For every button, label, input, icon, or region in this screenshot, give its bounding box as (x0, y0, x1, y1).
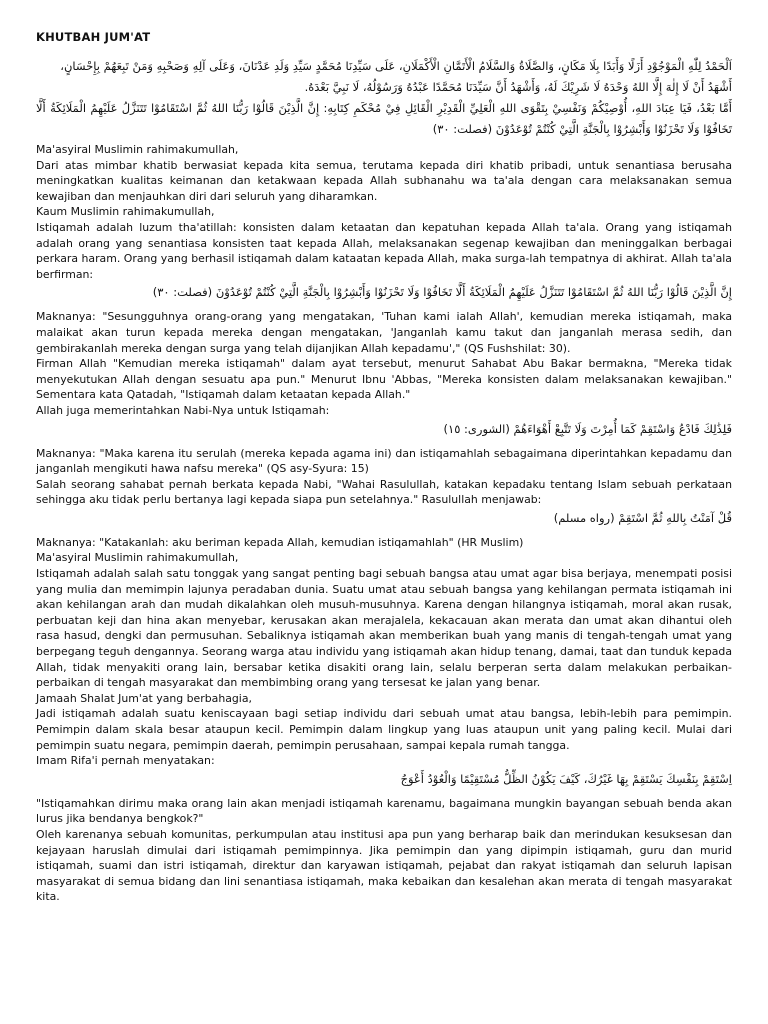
verse-syura: فَلِذَٰلِكَ فَادْعُ وَاسْتَقِمْ كَمَا أُمِرْتَ وَلَا تَتَّبِعْ أَهْوَاءَهُمْ (الشورى: ١٥) (443, 421, 732, 436)
paragraph-verse-meaning: Maknanya: "Sesungguhnya orang-orang yang mengatakan, 'Tuhan kami ialah Allah', kemudian mereka istiqamah, maka malaikat akan turun kepada mereka dengan mengatakan, 'Janganlah kamu takut dan janganlah merasa sedih, dan gembirakanlah mereka dengan surga yang telah dijanjikan Allah kepadamu'," (QS Fushshilat: 30). (36, 310, 732, 355)
paragraph-wasiat: Dari atas mimbar khatib berwasiat kepada kita semua, terutama kepada diri khatib pribadi, untuk senantiasa berusaha meningkatkan kualitas keimanan dan ketakwaan kepada Allah subhanahu wa ta'ala dengan cara melaksanakan semua kewajiban dan menjauhkan diri dari seluruh yang diharamkan. (36, 158, 732, 203)
salutation-2: Kaum Muslimin rahimakumullah, (36, 205, 215, 219)
salutation-4: Jamaah Shalat Jum'at yang berbahagia, (36, 691, 252, 705)
paragraph-companion-question: Salah seorang sahabat pernah berkata kepada Nabi, "Wahai Rasulullah, katakan kepadaku tentang Islam sebuah perkataan sehingga aku tidak perlu bertanya lagi kepada siapa pun setelahnya." Rasulullah menjawab: (36, 477, 732, 507)
page-title: KHUTBAH JUM'AT (36, 30, 151, 44)
salutation-1: Ma'asyiral Muslimin rahimakumullah, (36, 143, 239, 156)
salutation-3: Ma'asyiral Muslimin rahimakumullah, (36, 551, 239, 565)
paragraph-leaders: Jadi istiqamah adalah suatu keniscayaan bagi setiap individu dari sebuah umat atau bangsa, lebih-lebih para pemimpin. Pemimpin dalam skala besar ataupun kecil. Pemimpin dalam lingkup yang luas ataupun unit yang paling kecil. Mulai dari pemimpin suatu negara, pemimpin daerah, pemimpin perusahaan, sampai kepala rumah tangga. (36, 707, 732, 752)
paragraph-companion-interpretation: Firman Allah "Kemudian mereka istiqamah" dalam ayat tersebut, menurut Sahabat Abu Bakar bermakna, "Mereka tidak menyekutukan Allah dengan sesuatu apa pun." Menurut Ibnu 'Abbas, "Mereka konsisten dalam melaksanakan kewajiban." Sementara kata Qatadah, "Istiqamah dalam ketaatan kepada Allah." (36, 357, 732, 402)
paragraph-istiqamah-importance: Istiqamah adalah salah satu tonggak yang sangat penting bagi sebuah bangsa atau umat agar bisa berjaya, menempati posisi yang mulia dan memimpin lajunya peradaban dunia. Suatu umat atau sebuah bangsa yang kehilangan permata istiqamah ini akan kehilangan arah dan mudah dikalahkan oleh musuh-musuhnya. Karena dengan hilangnya istiqamah, moral akan rusak, perbuatan keji dan hina akan menyebar, kerusakan akan merajalela, kekacauan akan merata dan umat akan dihantui oleh rasa hasud, dengki dan permusuhan. Sebaliknya istiqamah akan memberikan buah yang manis di tengah-tengah umat yang berpegang teguh dengannya. Seorang warga atau individu yang istiqamah akan hidup tenang, damai, taat dan tunduk kepada Allah, tidak menyakiti orang lain, bersabar ketika disakiti orang lain, selalu berperan serta dalam melakukan perbaikan-perbaikan di tengah masyarakat dan membimbing orang yang tersesat ke jalan yang benar. (36, 567, 732, 690)
quote-imam-rifai: اِسْتَقِمْ بِنَفْسِكَ يَسْتَقِمْ بِهَا غَيْرُكَ، كَيْفَ يَكُوْنُ الظِّلُّ مُسْتَقِيْمًا وَالْعُوْدُ أَعْوَجُ (400, 771, 732, 786)
opening-arabic-wasiat: أَمَّا بَعْدُ، فَيَا عِبَادَ اللهِ، أُوْصِيْكُمْ وَنَفْسِيْ بِتَقْوَى اللهِ الْعَلِيِّ الْقَدِيْرِ الْقَائِلِ فِيْ مُحْكَمِ كِتَابِهِ: إِنَّ الَّذِيْنَ قَالُوْا رَبُّنَا اللهُ ثُمَّ اسْتَقَامُوْا تَتَنَزَّلُ عَلَيْهِمُ الْمَلَائِكَةُ أَلَّا تَخَافُوْا وَلَا تَحْزَنُوْا وَأَبْشِرُوْا بِالْجَنَّةِ الَّتِيْ كُنْتُمْ تُوْعَدُوْنَ (فصلت: ٣٠) (36, 101, 732, 136)
hadith-muslim: قُلْ آمَنْتُ بِاللهِ ثُمَّ اسْتَقِمْ (رواه مسلم) (553, 510, 732, 525)
paragraph-syura-meaning: Maknanya: "Maka karena itu serulah (mereka kepada agama ini) dan istiqamahlah sebagaimana diperintahkan kepadamu dan janganlah mengikuti hawa nafsu mereka" (QS asy-Syura: 15) (36, 446, 732, 476)
opening-arabic-praise: اَلْحَمْدُ لِلّٰهِ الْمَوْجُوْدِ أَزَلًا وَأَبَدًا بِلَا مَكَانٍ، وَالصَّلَاةُ وَالسَّلَامُ الْأَتَمَّانِ الْأَكْمَلَانِ، عَلَى سَيِّدِنَا مُحَمَّدٍ سَيِّدِ وَلَدِ عَدْنَانَ، وَعَلَى آلِهِ وَصَحْبِهِ وَمَنْ تَبِعَهُمْ بِإِحْسَانٍ، (60, 59, 732, 73)
paragraph-conclusion: Oleh karenanya sebuah komunitas, perkumpulan atau institusi apa pun yang berharap baik dan merindukan kesuksesan dan kejayaan haruslah dimulai dari istiqamah pemimpinnya. Jika pemimpin dan yang dipimpin istiqamah, guru dan murid istiqamah, suami dan istri istiqamah, direktur dan karyawan istiqamah, pejabat dan rakyat istiqamah dan seluruh lapisan masyarakat di semua bidang dan lini senantiasa istiqamah, maka kebaikan dan kesalehan akan merata di tengah masyarakat kita. (36, 827, 732, 904)
paragraph-imam-rifai-intro: Imam Rifa'i pernah menyatakan: (36, 754, 215, 768)
paragraph-quote-meaning: "Istiqamahkan dirimu maka orang lain akan menjadi istiqamah karenamu, bagaimana mungkin bayangan sebuah benda akan lurus jika bendanya bengkok?" (36, 796, 732, 826)
paragraph-hadith-meaning: Maknanya: "Katakanlah: aku beriman kepada Allah, kemudian istiqamahlah" (HR Muslim) (36, 535, 524, 549)
verse-fushshilat: إِنَّ الَّذِيْنَ قَالُوْا رَبُّنَا اللهُ ثُمَّ اسْتَقَامُوْا تَتَنَزَّلُ عَلَيْهِمُ الْمَلَائِكَةُ أَلَّا تَخَافُوْا وَلَا تَحْزَنُوْا وَأَبْشِرُوْا بِالْجَنَّةِ الَّتِيْ كُنْتُمْ تُوْعَدُوْنَ (فصلت: ٣٠) (152, 285, 732, 300)
opening-arabic-shahada: أَشْهَدُ أَنْ لَا إِلٰهَ إِلَّا اللهُ وَحْدَهُ لَا شَرِيْكَ لَهُ، وَأَشْهَدُ أَنَّ سَيِّدَنَا مُحَمَّدًا عَبْدُهُ وَرَسُوْلُهُ، لَا نَبِيَّ بَعْدَهُ. (304, 80, 732, 94)
paragraph-istiqamah-definition: Istiqamah adalah luzum tha'atillah: konsisten dalam ketaatan dan kepatuhan kepada Allah ta'ala. Orang yang istiqamah adalah orang yang senantiasa konsisten taat kepada Allah, melaksanakan segenap kewajiban dan meninggalkan berbagai perkara haram. Orang yang berhasil istiqamah dalam kataatan kepada Allah, maka surga-lah tempatnya di akhirat. Allah ta'ala berfirman: (36, 220, 732, 281)
paragraph-command-to-prophet: Allah juga memerintahkan Nabi-Nya untuk Istiqamah: (36, 403, 330, 417)
